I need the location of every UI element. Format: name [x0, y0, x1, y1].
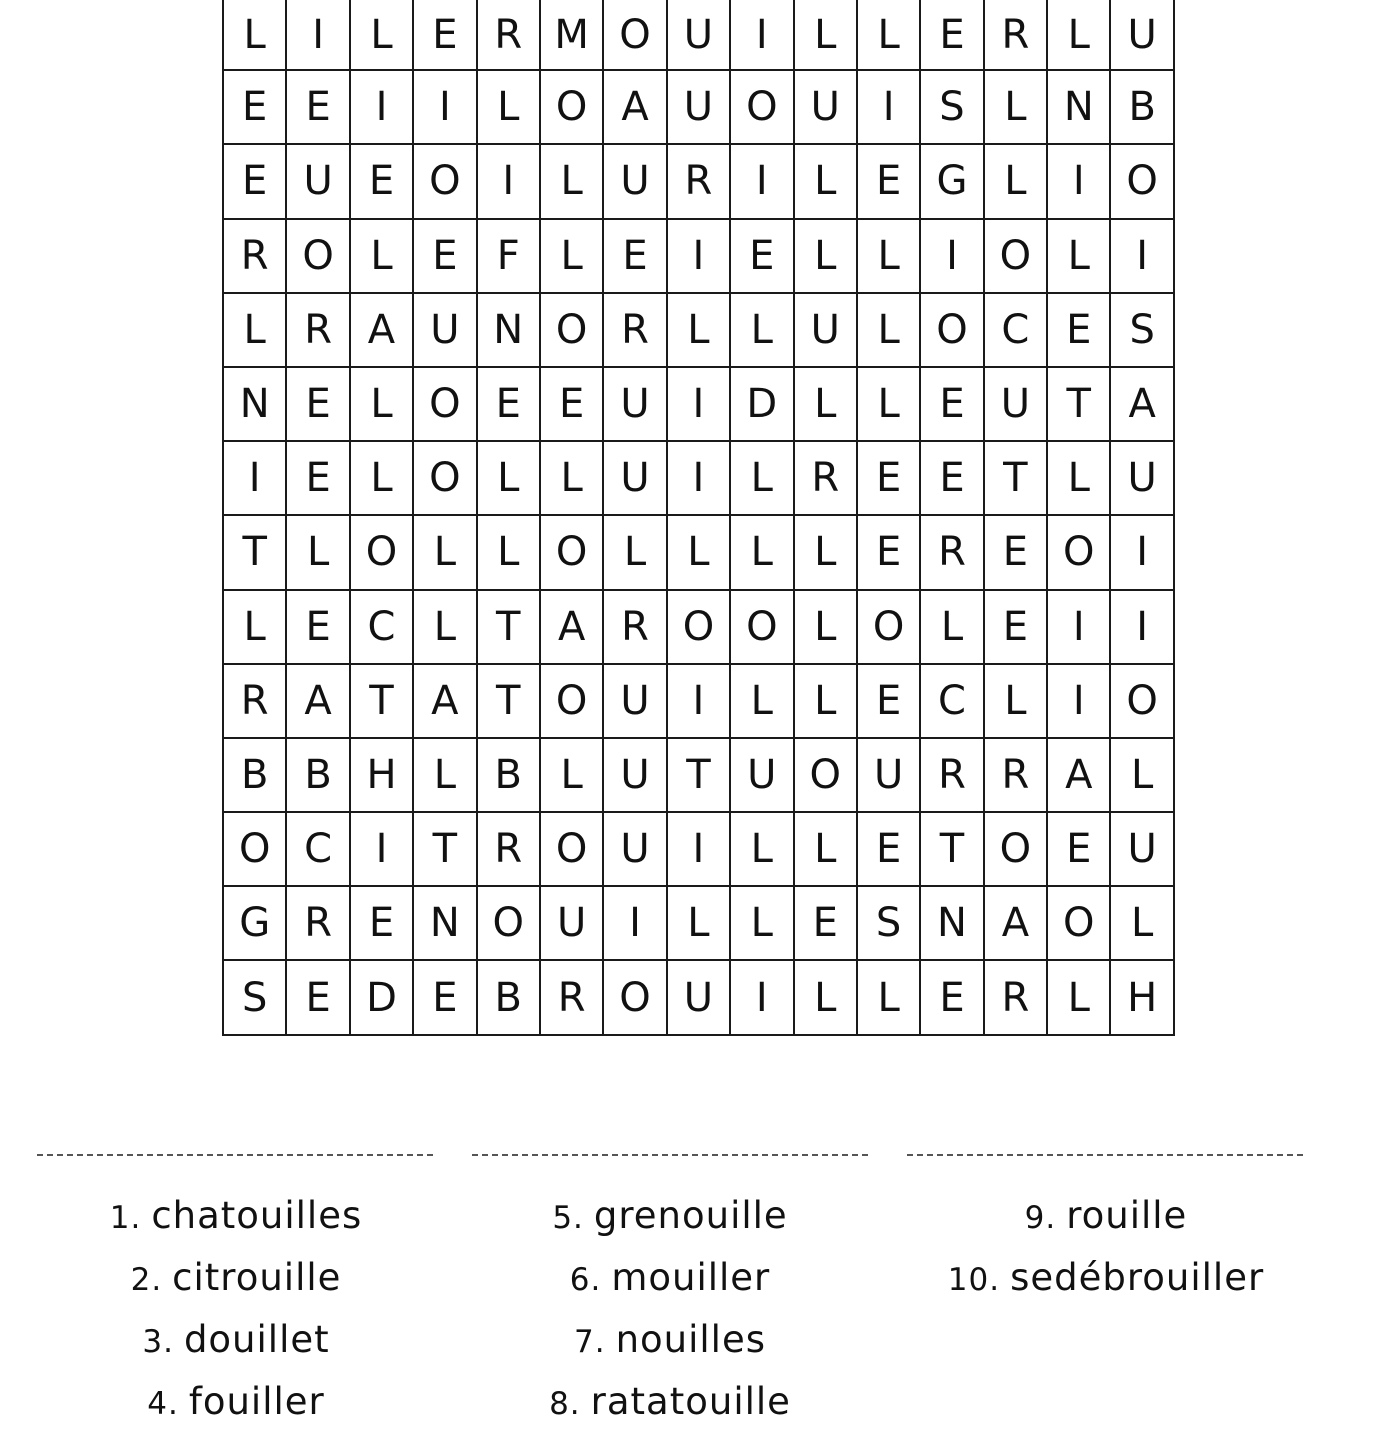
grid-cell: R — [984, 960, 1047, 1034]
grid-cell: E — [223, 144, 286, 218]
grid-row — [223, 515, 1174, 589]
word-number: 3. — [142, 1324, 174, 1360]
word-label: ratatouille — [590, 1380, 791, 1423]
grid-cell: O — [223, 812, 286, 886]
grid-cell: E — [540, 367, 603, 441]
grid-cell: R — [984, 0, 1047, 70]
grid-cell: A — [1110, 367, 1173, 441]
word-label: mouiller — [611, 1256, 771, 1299]
divider-line-3 — [907, 1154, 1303, 1156]
word-list-item — [490, 1186, 850, 1248]
grid-cell: I — [667, 812, 730, 886]
grid-cell: I — [667, 664, 730, 738]
word-number: 1. — [109, 1200, 142, 1236]
grid-cell: I — [1110, 515, 1173, 589]
grid-cell: L — [413, 590, 476, 664]
grid-cell: L — [413, 738, 476, 812]
grid-cell: L — [477, 70, 540, 144]
grid-cell: L — [540, 219, 603, 293]
grid-cell: N — [920, 886, 983, 960]
grid-cell: I — [730, 960, 793, 1034]
grid-cell: O — [350, 515, 413, 589]
grid-cell: L — [857, 219, 920, 293]
word-label: nouilles — [615, 1318, 766, 1361]
grid-cell: O — [477, 886, 540, 960]
word-list-item — [490, 1248, 850, 1310]
grid-cell: U — [730, 738, 793, 812]
grid-cell: L — [857, 960, 920, 1034]
grid-cell: B — [477, 960, 540, 1034]
grid-row — [223, 144, 1174, 218]
grid-cell: T — [477, 590, 540, 664]
grid-cell: L — [857, 0, 920, 70]
grid-cell: I — [413, 70, 476, 144]
word-list-item — [926, 1186, 1286, 1248]
grid-cell: N — [1047, 70, 1110, 144]
word-list-item — [490, 1372, 850, 1434]
grid-cell: O — [603, 0, 666, 70]
grid-cell: I — [1110, 590, 1173, 664]
grid-cell: E — [984, 515, 1047, 589]
grid-cell: A — [286, 664, 349, 738]
grid-cell: A — [540, 590, 603, 664]
grid-cell: L — [857, 367, 920, 441]
grid-cell: I — [350, 812, 413, 886]
grid-cell: L — [984, 70, 1047, 144]
grid-cell: I — [667, 219, 730, 293]
grid-cell: O — [413, 144, 476, 218]
grid-cell: L — [794, 515, 857, 589]
grid-cell: L — [350, 367, 413, 441]
grid-cell: T — [920, 812, 983, 886]
grid-cell: U — [667, 960, 730, 1034]
grid-cell: O — [1110, 144, 1173, 218]
grid-row — [223, 0, 1174, 70]
grid-cell: E — [857, 664, 920, 738]
grid-cell: A — [350, 293, 413, 367]
word-label: grenouille — [593, 1194, 788, 1237]
grid-row — [223, 441, 1174, 515]
grid-cell: O — [540, 70, 603, 144]
grid-cell: I — [1047, 144, 1110, 218]
grid-cell: R — [286, 886, 349, 960]
grid-cell: U — [794, 293, 857, 367]
grid-cell: T — [477, 664, 540, 738]
grid-cell: C — [350, 590, 413, 664]
word-list-item — [56, 1248, 416, 1310]
grid-cell: L — [730, 812, 793, 886]
grid-cell: O — [857, 590, 920, 664]
grid-cell: D — [350, 960, 413, 1034]
grid-cell: R — [603, 590, 666, 664]
word-number: 10. — [947, 1262, 1001, 1298]
grid-cell: L — [794, 144, 857, 218]
grid-cell: L — [857, 293, 920, 367]
grid-cell: U — [667, 70, 730, 144]
grid-cell: O — [540, 515, 603, 589]
grid-cell: L — [603, 515, 666, 589]
grid-cell: E — [857, 812, 920, 886]
grid-cell: R — [477, 812, 540, 886]
grid-cell: E — [857, 515, 920, 589]
grid-cell: E — [286, 590, 349, 664]
grid-cell: U — [1110, 812, 1173, 886]
grid-cell: O — [920, 293, 983, 367]
word-number: 2. — [130, 1262, 163, 1298]
grid-cell: S — [920, 70, 983, 144]
word-number: 5. — [552, 1200, 584, 1236]
grid-row — [223, 590, 1174, 664]
grid-cell: U — [1110, 441, 1173, 515]
grid-cell: O — [540, 664, 603, 738]
grid-cell: E — [984, 590, 1047, 664]
grid-cell: I — [286, 0, 349, 70]
grid-cell: O — [730, 70, 793, 144]
word-label: douillet — [183, 1318, 330, 1361]
grid-cell: U — [1110, 0, 1173, 70]
grid-cell: E — [286, 367, 349, 441]
word-list-item — [490, 1310, 850, 1372]
word-label: sedébrouiller — [1010, 1256, 1265, 1299]
grid-cell: T — [984, 441, 1047, 515]
grid-cell: U — [667, 0, 730, 70]
grid-cell: E — [413, 960, 476, 1034]
word-number: 7. — [574, 1324, 606, 1360]
grid-cell: E — [1047, 293, 1110, 367]
grid-cell: E — [1047, 812, 1110, 886]
grid-cell: E — [286, 441, 349, 515]
grid-cell: O — [794, 738, 857, 812]
grid-cell: U — [603, 367, 666, 441]
grid-cell: F — [477, 219, 540, 293]
grid-cell: E — [920, 0, 983, 70]
grid-cell: U — [603, 812, 666, 886]
word-label: rouille — [1066, 1194, 1188, 1237]
grid-cell: R — [920, 738, 983, 812]
grid-cell: O — [984, 812, 1047, 886]
grid-cell: M — [540, 0, 603, 70]
grid-cell: O — [603, 960, 666, 1034]
grid-cell: O — [1047, 886, 1110, 960]
grid-cell: B — [286, 738, 349, 812]
grid-cell: R — [223, 664, 286, 738]
grid-cell: L — [730, 293, 793, 367]
grid-cell: R — [477, 0, 540, 70]
grid-cell: R — [603, 293, 666, 367]
grid-cell: L — [730, 886, 793, 960]
grid-row — [223, 219, 1174, 293]
grid-cell: O — [413, 367, 476, 441]
grid-row — [223, 738, 1174, 812]
word-search-grid — [222, 0, 1175, 1036]
grid-cell: U — [413, 293, 476, 367]
grid-row — [223, 367, 1174, 441]
grid-cell: L — [1047, 441, 1110, 515]
grid-cell: L — [794, 590, 857, 664]
grid-cell: L — [350, 0, 413, 70]
grid-cell: E — [413, 219, 476, 293]
grid-cell: O — [1047, 515, 1110, 589]
grid-cell: R — [920, 515, 983, 589]
grid-cell: E — [350, 144, 413, 218]
grid-cell: L — [413, 515, 476, 589]
grid-cell: E — [794, 886, 857, 960]
grid-cell: L — [794, 0, 857, 70]
grid-cell: S — [223, 960, 286, 1034]
grid-cell: U — [603, 738, 666, 812]
grid-cell: R — [223, 219, 286, 293]
grid-cell: L — [920, 590, 983, 664]
grid-cell: B — [477, 738, 540, 812]
grid-cell: R — [286, 293, 349, 367]
grid-cell: L — [794, 960, 857, 1034]
grid-cell: A — [603, 70, 666, 144]
grid-cell: T — [413, 812, 476, 886]
grid-cell: B — [1110, 70, 1173, 144]
word-label: citrouille — [172, 1256, 342, 1299]
grid-cell: L — [1110, 738, 1173, 812]
word-number: 4. — [147, 1386, 179, 1422]
grid-cell: I — [730, 0, 793, 70]
word-list-item — [56, 1372, 416, 1434]
grid-cell: R — [540, 960, 603, 1034]
grid-cell: O — [286, 219, 349, 293]
word-number: 6. — [569, 1262, 602, 1298]
word-number: 8. — [549, 1386, 581, 1422]
grid-cell: U — [794, 70, 857, 144]
grid-cell: N — [223, 367, 286, 441]
word-label: chatouilles — [151, 1194, 363, 1237]
grid-cell: L — [1110, 886, 1173, 960]
grid-cell: T — [667, 738, 730, 812]
grid-cell: L — [350, 441, 413, 515]
grid-cell: T — [350, 664, 413, 738]
grid-cell: E — [920, 367, 983, 441]
grid-cell: L — [794, 812, 857, 886]
grid-cell: I — [920, 219, 983, 293]
grid-cell: T — [223, 515, 286, 589]
word-list-item — [56, 1186, 416, 1248]
grid-cell: O — [984, 219, 1047, 293]
grid-cell: L — [286, 515, 349, 589]
grid-row — [223, 293, 1174, 367]
grid-cell: L — [223, 293, 286, 367]
grid-cell: L — [223, 590, 286, 664]
grid-cell: L — [730, 664, 793, 738]
grid-cell: L — [984, 664, 1047, 738]
grid-cell: U — [540, 886, 603, 960]
grid-cell: A — [413, 664, 476, 738]
grid-row — [223, 960, 1174, 1034]
grid-cell: E — [223, 70, 286, 144]
grid-cell: E — [413, 0, 476, 70]
grid-cell: E — [286, 70, 349, 144]
grid-row — [223, 664, 1174, 738]
grid-cell: I — [350, 70, 413, 144]
grid-cell: R — [667, 144, 730, 218]
grid-cell: L — [730, 515, 793, 589]
word-list-item — [926, 1248, 1286, 1310]
grid-cell: B — [223, 738, 286, 812]
word-list-column-3 — [926, 1186, 1286, 1310]
grid-cell: H — [350, 738, 413, 812]
word-label: fouiller — [188, 1380, 325, 1423]
grid-cell: I — [857, 70, 920, 144]
grid-cell: E — [857, 441, 920, 515]
divider-line-1 — [37, 1154, 433, 1156]
grid-cell: E — [857, 144, 920, 218]
grid-cell: O — [1110, 664, 1173, 738]
grid-cell: O — [730, 590, 793, 664]
grid-cell: L — [1047, 0, 1110, 70]
grid-cell: U — [984, 367, 1047, 441]
grid-cell: E — [730, 219, 793, 293]
grid-cell: A — [984, 886, 1047, 960]
grid-cell: U — [603, 144, 666, 218]
grid-cell: I — [477, 144, 540, 218]
grid-cell: I — [730, 144, 793, 218]
grid-cell: L — [794, 219, 857, 293]
grid-cell: E — [286, 960, 349, 1034]
grid-cell: S — [1110, 293, 1173, 367]
grid-cell: L — [667, 515, 730, 589]
grid-cell: E — [350, 886, 413, 960]
grid-cell: H — [1110, 960, 1173, 1034]
word-number: 9. — [1024, 1200, 1057, 1236]
grid-cell: O — [540, 812, 603, 886]
grid-cell: L — [730, 441, 793, 515]
grid-cell: I — [223, 441, 286, 515]
grid-cell: I — [1110, 219, 1173, 293]
grid-cell: U — [286, 144, 349, 218]
grid-cell: L — [540, 441, 603, 515]
grid-cell: L — [667, 293, 730, 367]
grid-cell: L — [540, 738, 603, 812]
grid-cell: R — [984, 738, 1047, 812]
divider-line-2 — [472, 1154, 868, 1156]
grid-cell: O — [413, 441, 476, 515]
grid-cell: L — [477, 515, 540, 589]
grid-cell: E — [920, 441, 983, 515]
grid-cell: L — [794, 664, 857, 738]
grid-cell: U — [857, 738, 920, 812]
grid-cell: E — [603, 219, 666, 293]
grid-row — [223, 70, 1174, 144]
grid-cell: C — [984, 293, 1047, 367]
grid-cell: C — [920, 664, 983, 738]
grid-cell: L — [984, 144, 1047, 218]
grid-cell: E — [920, 960, 983, 1034]
grid-cell: I — [667, 441, 730, 515]
grid-cell: L — [1047, 219, 1110, 293]
grid-cell: L — [223, 0, 286, 70]
grid-cell: L — [477, 441, 540, 515]
grid-cell: G — [920, 144, 983, 218]
grid-cell: O — [667, 590, 730, 664]
grid-cell: L — [350, 219, 413, 293]
grid-cell: G — [223, 886, 286, 960]
grid-cell: U — [603, 441, 666, 515]
grid-cell: R — [794, 441, 857, 515]
grid-cell: E — [477, 367, 540, 441]
word-list-column-1 — [56, 1186, 416, 1434]
grid-cell: C — [286, 812, 349, 886]
grid-cell: I — [1047, 664, 1110, 738]
grid-cell: S — [857, 886, 920, 960]
grid-cell: U — [603, 664, 666, 738]
grid-cell: T — [1047, 367, 1110, 441]
word-list-item — [56, 1310, 416, 1372]
grid-cell: A — [1047, 738, 1110, 812]
word-list-column-2 — [490, 1186, 850, 1434]
grid-cell: L — [1047, 960, 1110, 1034]
grid-cell: O — [540, 293, 603, 367]
grid-cell: N — [477, 293, 540, 367]
grid-cell: L — [667, 886, 730, 960]
grid-cell: L — [794, 367, 857, 441]
grid-cell: I — [1047, 590, 1110, 664]
grid-row — [223, 886, 1174, 960]
grid-cell: N — [413, 886, 476, 960]
grid-cell: D — [730, 367, 793, 441]
grid-row — [223, 812, 1174, 886]
grid-cell: L — [540, 144, 603, 218]
grid-cell: I — [667, 367, 730, 441]
grid-cell: I — [603, 886, 666, 960]
